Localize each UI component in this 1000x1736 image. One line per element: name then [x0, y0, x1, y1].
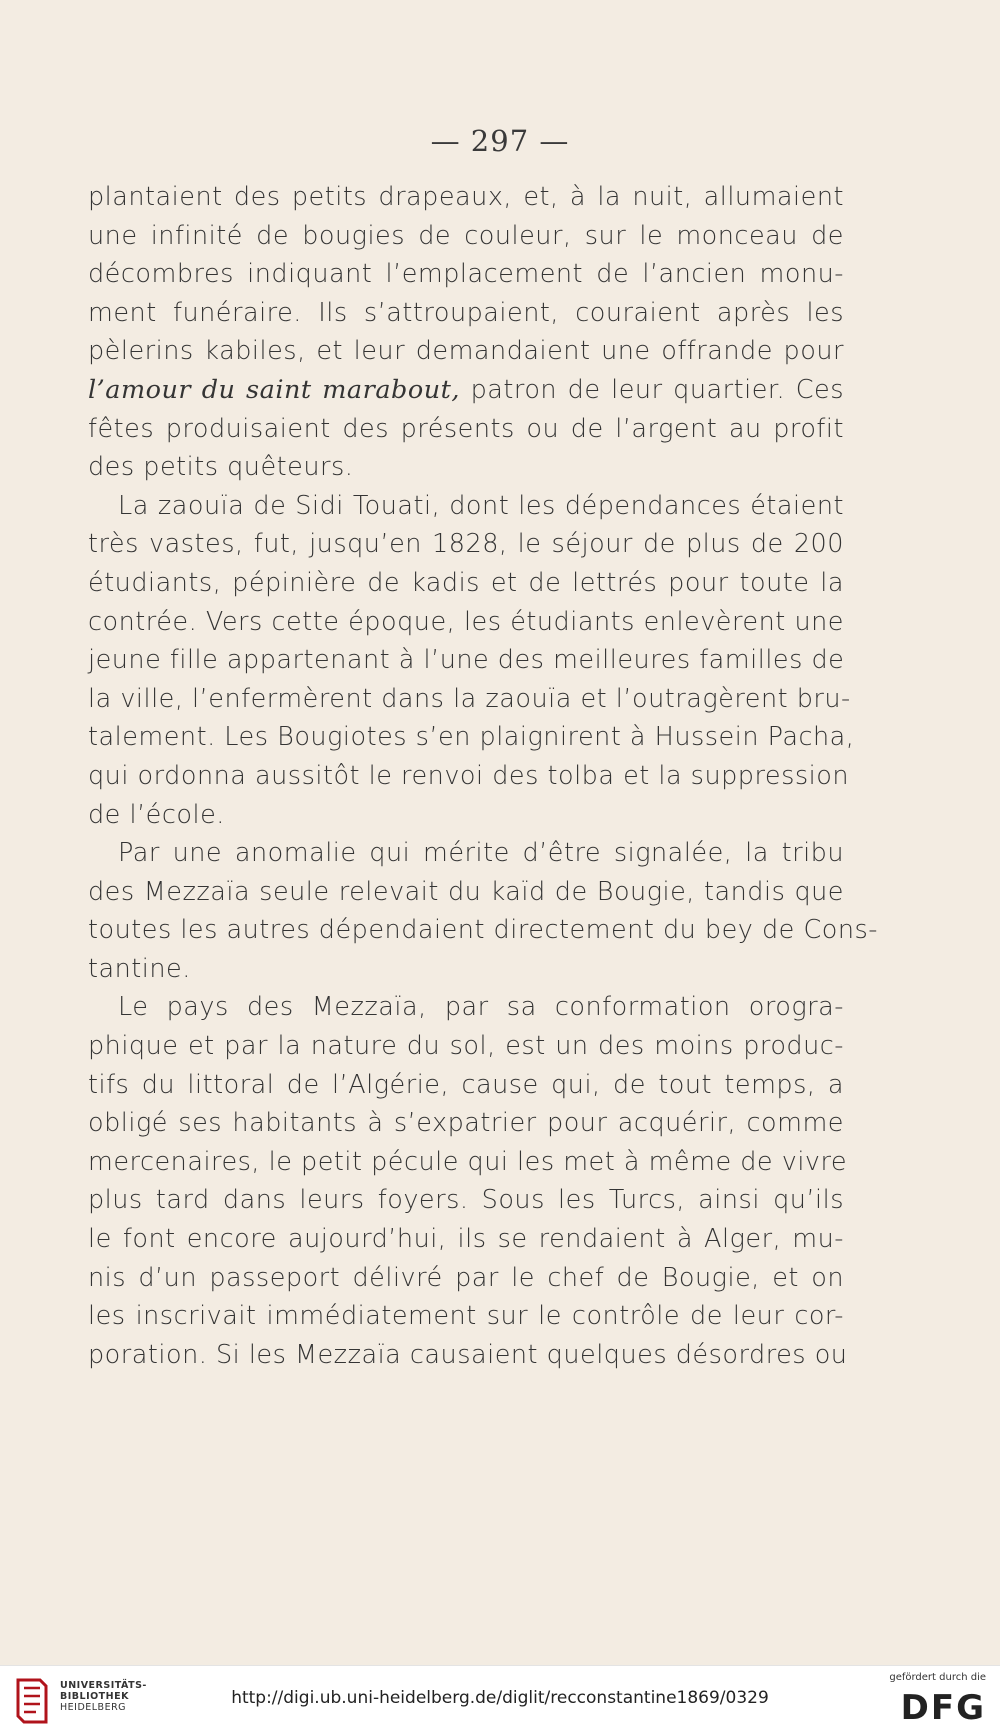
text-line: tifs du littoral de l’Algérie, cause qui, de tout temps, a [88, 1069, 844, 1100]
text-line: étudiants, pépinière de kadis et de lettrés pour toute la [88, 567, 844, 598]
text-line: Par une anomalie qui mérite d’être signalée, la tribu [118, 838, 844, 869]
text-line: plus tard dans leurs foyers. Sous les Turcs, ainsi qu’ils [88, 1185, 844, 1216]
text-line: fêtes produisaient des présents ou de l’argent au profit [88, 413, 844, 444]
text-line: contrée. Vers cette époque, les étudiants enlevèrent une [88, 606, 844, 637]
text-line: pèlerins kabiles, et leur demandaient une offrande pour [88, 336, 844, 367]
body-text [88, 178, 879, 1374]
text-line: décombres indiquant l’emplacement de l’ancien monu- [88, 259, 844, 290]
text-line: le font encore aujourd’hui, ils se rendaient à Alger, mu- [88, 1224, 844, 1255]
text-line: qui ordonna aussitôt le renvoi des tolba et la suppression [88, 760, 850, 791]
text-line: ment funéraire. Ils s’attroupaient, couraient après les [88, 297, 844, 328]
text-line: nis d’un passeport délivré par le chef de Bougie, et on [88, 1262, 844, 1293]
text-line: l’amour du saint marabout, patron de leur quartier. Ces [88, 374, 845, 405]
text-line: obligé ses habitants à s’expatrier pour acquérir, comme [88, 1108, 844, 1139]
italic-phrase: l’amour du saint marabout, [88, 374, 460, 405]
funding-caption: gefördert durch die [889, 1672, 986, 1683]
text-line: très vastes, fut, jusqu’en 1828, le séjour de plus de 200 [88, 529, 844, 560]
text-line: une infinité de bougies de couleur, sur le monceau de [88, 220, 844, 251]
text-line: jeune fille appartenant à l’une des meilleures familles de [88, 645, 845, 676]
text-line: des Mezzaïa seule relevait du kaïd de Bougie, tandis que [88, 876, 844, 907]
text-line: Le pays des Mezzaïa, par sa conformation orogra- [118, 992, 844, 1023]
institution-name: UNIVERSITÄTS- BIBLIOTHEK HEIDELBERG [60, 1680, 147, 1713]
text-line: mercenaires, le petit pécule qui les met à même de vivre [88, 1146, 848, 1177]
page-number: — 297 — [430, 124, 570, 158]
text-line: La zaouïa de Sidi Touati, dont les dépendances étaient [118, 490, 844, 521]
text-line: de l’école. [88, 799, 225, 830]
text-line: les inscrivait immédiatement sur le contrôle de leur cor- [88, 1301, 844, 1332]
text-line: la ville, l’enfermèrent dans la zaouïa et l’outragèrent bru- [88, 683, 851, 714]
text-line: des petits quêteurs. [88, 452, 354, 483]
text-line: poration. Si les Mezzaïa causaient quelques désordres ou [88, 1339, 848, 1370]
text-line: tantine. [88, 953, 191, 984]
text-line: phique et par la nature du sol, est un des moins produc- [88, 1031, 844, 1062]
text-line: toutes les autres dépendaient directement du bey de Cons- [88, 915, 879, 946]
dfg-logo: DFG [900, 1688, 986, 1728]
text-line: plantaient des petits drapeaux, et, à la nuit, allumaient [88, 182, 844, 212]
text-line: talement. Les Bougiotes s’en plaignirent à Hussein Pacha, [88, 722, 855, 753]
permalink-url[interactable]: http://digi.ub.uni-heidelberg.de/diglit/recconstantine1869/0329 [231, 1688, 769, 1708]
viewer-footer [0, 1665, 1000, 1736]
